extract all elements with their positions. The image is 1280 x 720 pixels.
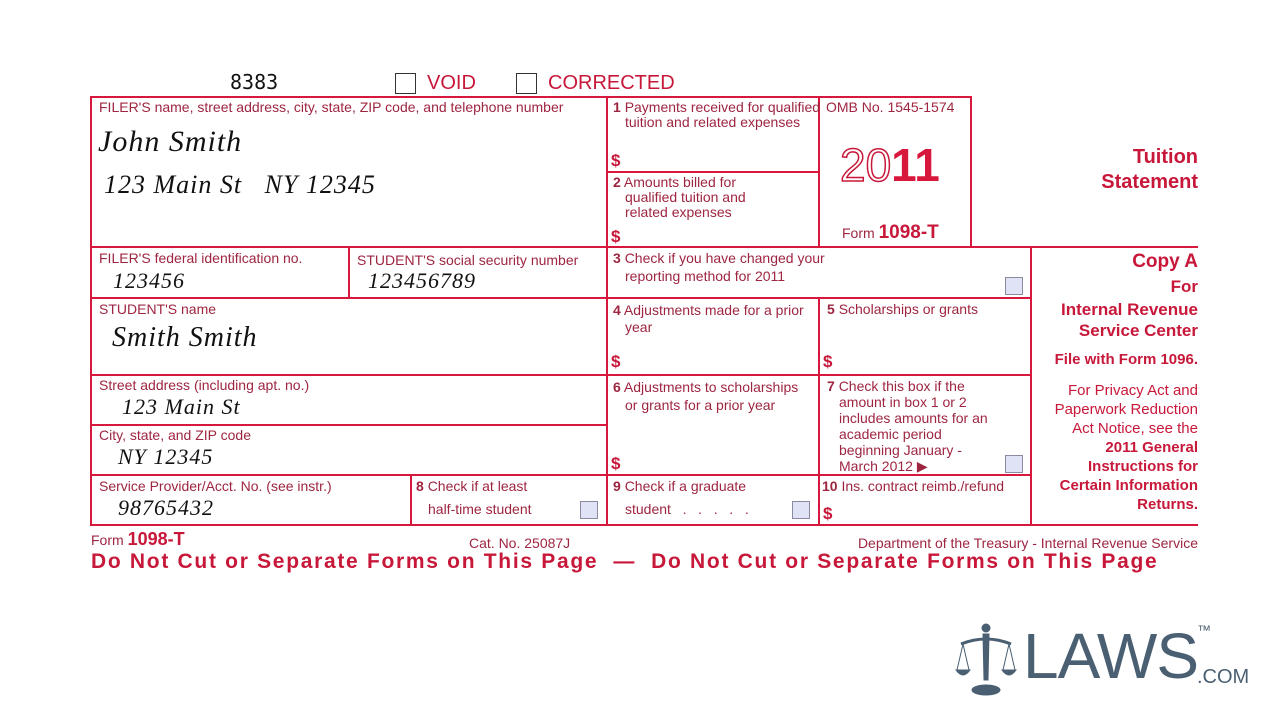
box9-label-2: student . . . . . xyxy=(625,501,749,517)
box6-dollar[interactable]: $ xyxy=(611,454,621,473)
box3-label: 3 Check if you have changed your xyxy=(613,250,825,266)
catalog-number: Cat. No. 25087J xyxy=(469,535,571,551)
scales-of-justice-icon xyxy=(955,622,1017,698)
copy-a-title: Copy A xyxy=(1132,251,1198,272)
street-value[interactable]: 123 Main St xyxy=(122,394,241,419)
tax-year: 2011 xyxy=(840,139,940,191)
void-label: VOID xyxy=(427,72,476,94)
tuition-statement-title: Tuition Statement xyxy=(1101,146,1198,193)
provider-value[interactable]: 98765432 xyxy=(118,495,214,520)
box6-label: 6 Adjustments to scholarships or grants for a prior year xyxy=(613,379,799,413)
irs-center: Internal Revenue Service Center xyxy=(1061,300,1198,340)
box9-label: 9 Check if a graduate xyxy=(613,478,747,494)
department-text: Department of the Treasury - Internal Revenue Service xyxy=(857,535,1198,551)
box4-label: 4 Adjustments made for a prior year xyxy=(613,302,804,335)
form-name: Form 1098-T xyxy=(842,222,939,243)
box3-checkbox[interactable] xyxy=(1005,277,1023,295)
omb-number: OMB No. 1545-1574 xyxy=(826,99,955,115)
city-value[interactable]: NY 12345 xyxy=(118,444,214,469)
box1-label: 1 Payments received for qualified tuition and related expenses xyxy=(613,99,821,130)
form-number: 8383 xyxy=(230,70,279,94)
box2-label: 2 Amounts billed for qualified tuition and related expenses xyxy=(613,174,746,220)
footer-form-name: Form 1098-T xyxy=(91,529,185,549)
corrected-label: CORRECTED xyxy=(548,72,675,94)
provider-label: Service Provider/Acct. No. (see instr.) xyxy=(99,478,332,494)
logo-tm: ™ xyxy=(1197,622,1211,638)
student-ssn-value[interactable]: 123456789 xyxy=(368,268,476,293)
filer-label: FILER'S name, street address, city, state, ZIP code, and telephone number xyxy=(99,99,564,115)
city-label: City, state, and ZIP code xyxy=(99,427,252,443)
privacy-notice: For Privacy Act and Paperwork Reduction Act Notice, see the 2011 General Instructions for Certain Information Returns. xyxy=(1054,382,1198,513)
box3-label-2: reporting method for 2011 xyxy=(625,268,786,284)
box9-checkbox[interactable] xyxy=(792,501,810,519)
filer-address[interactable]: 123 Main St NY 12345 xyxy=(104,170,376,199)
box1-dollar[interactable]: $ xyxy=(611,151,621,170)
box8-checkbox[interactable] xyxy=(580,501,598,519)
do-not-cut-warning: Do Not Cut or Separate Forms on This Page — Do Not Cut or Separate Forms on This Page xyxy=(91,550,1159,573)
filer-id-value[interactable]: 123456 xyxy=(113,268,185,293)
student-name-label: STUDENT'S name xyxy=(99,301,217,317)
street-label: Street address (including apt. no.) xyxy=(99,377,310,393)
student-ssn-label: STUDENT'S social security number xyxy=(357,252,579,268)
box8-label: 8 Check if at least xyxy=(416,478,528,494)
void-checkbox[interactable] xyxy=(395,73,416,94)
box5-dollar[interactable]: $ xyxy=(823,352,833,371)
box10-label: 10 Ins. contract reimb./refund xyxy=(822,478,1005,494)
filer-id-label: FILER'S federal identification no. xyxy=(99,250,303,266)
box4-dollar[interactable]: $ xyxy=(611,352,621,371)
box5-label: 5 Scholarships or grants xyxy=(827,301,978,317)
box10-dollar[interactable]: $ xyxy=(823,504,833,523)
filer-name[interactable]: John Smith xyxy=(98,125,243,158)
logo-text: LAWS xyxy=(1023,620,1198,692)
box2-dollar[interactable]: $ xyxy=(611,227,621,246)
file-with-1096: File with Form 1096. xyxy=(1054,351,1198,368)
logo-suffix: .COM xyxy=(1197,666,1250,688)
corrected-checkbox[interactable] xyxy=(516,73,537,94)
box7-label: 7 Check this box if the amount in box 1 or 2 includes amounts for an academic period beginning January - March 2012 ▶ xyxy=(827,378,988,474)
box7-checkbox[interactable] xyxy=(1005,455,1023,473)
copy-for: For xyxy=(1170,277,1198,296)
box8-label-2: half-time student xyxy=(428,501,532,517)
student-name-value[interactable]: Smith Smith xyxy=(112,322,258,353)
